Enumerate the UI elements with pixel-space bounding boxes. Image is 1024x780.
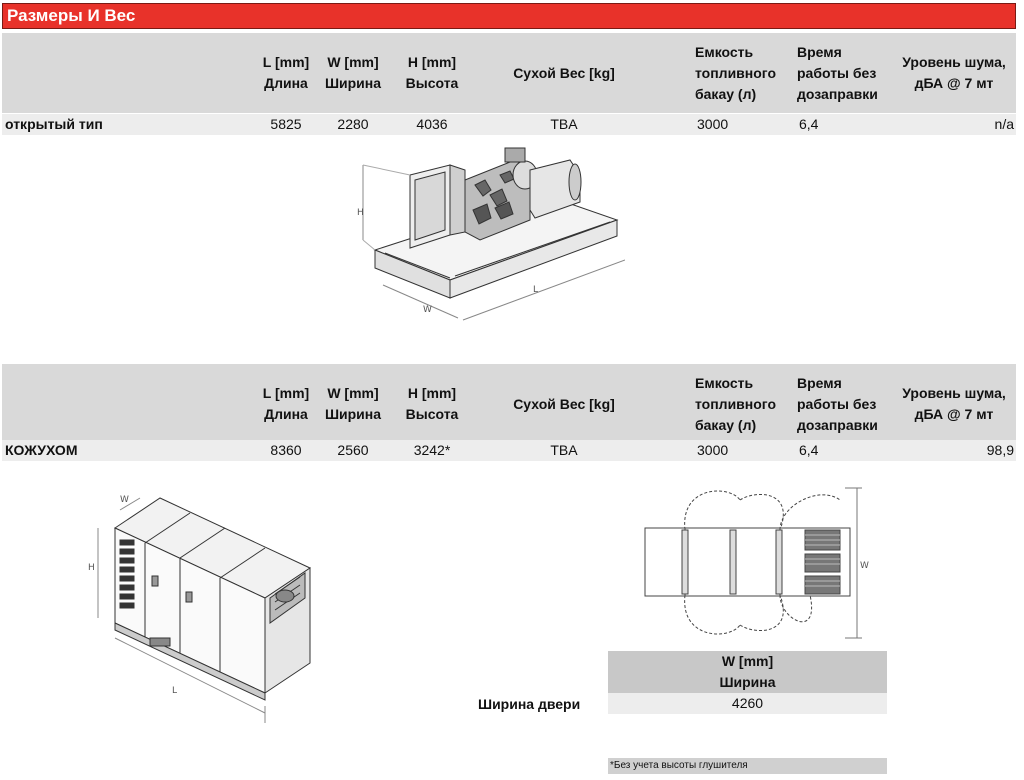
row-label: КОЖУХОМ [5,442,78,458]
drawing-label-h: H [88,563,95,573]
value-noise: 98,9 [986,442,1014,458]
spec-header-open [2,33,1016,113]
drawing-label-h: H [357,208,364,218]
spec-header-canopy [2,364,1016,444]
header-dry-weight: Сухой Вес [kg] [513,395,615,412]
header-width: W [mm] Ширина [324,385,382,422]
header-length: L [mm] Длина [262,385,310,422]
value-width: 2280 [337,116,369,132]
open-generator-drawing [355,140,625,340]
value-fuel: 3000 [697,442,729,458]
door-width-header: W [mm] Ширина [608,651,887,693]
drawing-label-w: W [860,561,869,571]
value-noise: n/a [994,116,1014,132]
header-dry-weight: Сухой Вес [kg] [513,64,615,81]
canopy-generator-drawing [80,488,330,733]
value-height: 3242* [413,442,451,458]
value-dry-weight: TBA [550,442,578,458]
header-noise: Уровень шума, дБА @ 7 мт [902,385,1006,422]
header-runtime: Время работы без дозаправки [797,43,878,102]
value-dry-weight: TBA [550,116,578,132]
header-fuel: Емкость топливного бакау (л) [695,374,776,433]
door-width-label: Ширина двери [478,696,581,712]
door-swing-drawing [630,480,870,645]
header-width: W [mm] Ширина [324,54,382,91]
drawing-label-l: L [172,686,178,696]
value-width: 2560 [337,442,369,458]
drawing-label-l: L [533,285,539,295]
row-open-type [2,114,1016,135]
header-fuel: Емкость топливного бакау (л) [695,43,776,102]
value-length: 5825 [270,116,302,132]
row-canopy [2,440,1016,461]
drawing-label-w: W [120,495,129,505]
value-runtime: 6,4 [799,116,819,132]
value-height: 4036 [416,116,448,132]
value-fuel: 3000 [697,116,729,132]
drawing-label-w: W [423,305,432,315]
value-runtime: 6,4 [799,442,819,458]
value-length: 8360 [270,442,302,458]
door-width-value: 4260 [608,693,887,714]
footnote: *Без учета высоты глушителя [608,758,887,774]
row-label: открытый тип [5,116,103,132]
header-height: H [mm] Высота [405,54,459,91]
header-runtime: Время работы без дозаправки [797,374,878,433]
header-length: L [mm] Длина [262,54,310,91]
section-title: Размеры И Вес [2,3,1016,29]
header-noise: Уровень шума, дБА @ 7 мт [902,54,1006,91]
header-height: H [mm] Высота [405,385,459,422]
